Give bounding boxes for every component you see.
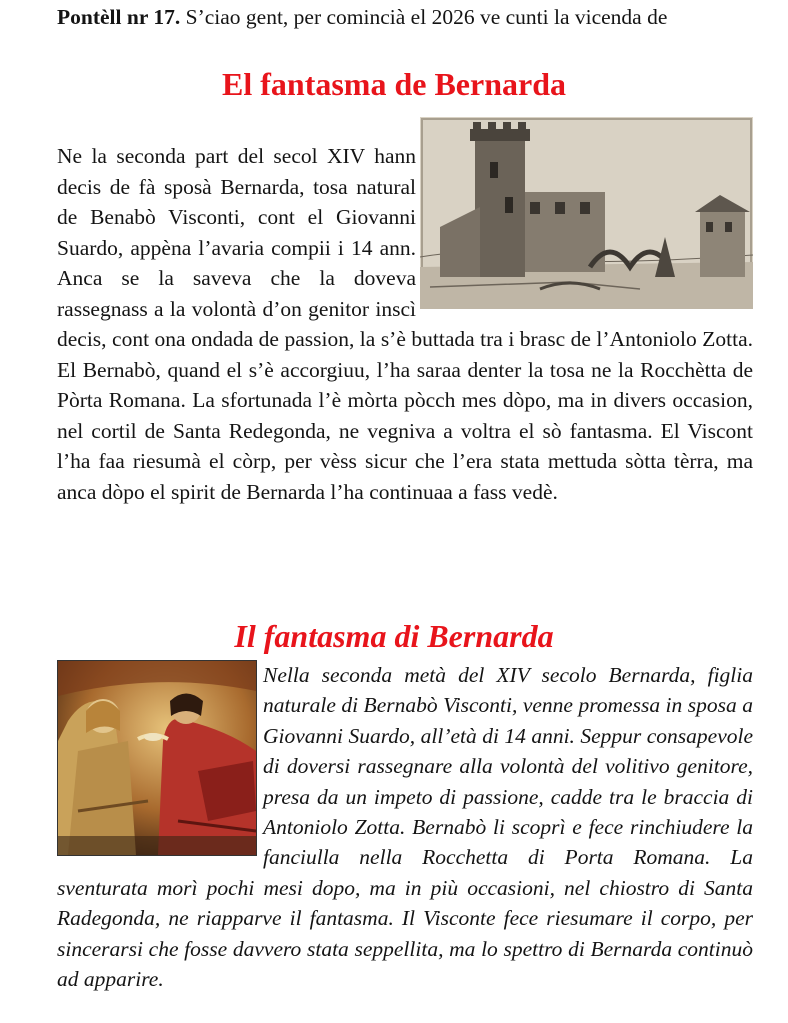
castle-sketch-icon	[420, 117, 753, 309]
medieval-couple-painting-icon	[57, 660, 257, 856]
issue-label: Pontèll nr 17.	[57, 5, 181, 29]
dialect-title: El fantasma de Bernarda	[222, 66, 566, 102]
intro-text: S’ciao gent, per comincià el 2026 ve cunti la vicenda de	[180, 5, 668, 29]
italian-paragraph	[57, 660, 753, 994]
dialect-paragraph	[57, 141, 753, 507]
intro-paragraph	[57, 2, 753, 32]
italian-title: Il fantasma di Bernarda	[234, 618, 554, 654]
dialect-body: Ne la seconda part del secol XIV hann decis de fà sposà Bernarda, tosa natural de Benabò Visconti, cont el Giovanni Suardo, appèna l’avaria compii i 14 ann. Anca se la saveva che la doveva rassegnass a la volontà d’on genitor inscì decis, cont ona ondada de passion, la s’è buttada tra i brasc de l’Antoniolo Zotta. El Bernabò, quand el s’è accorgiuu, l’ha saraa denter la tosa ne la Rocchètta de Pòrta Romana. La sfortunada l’è mòrta pòcch mes dòpo, ma in divers occasion, nel cortil de Santa Redegonda, ne vegniva a voltra el sò fantasma. El Viscont l’ha faa riesumà el còrp, per vèss sicur che l’era stata mettuda sòtta tèrra, ma anca dòpo el spirit de Bernarda l’ha continuaa a fass vedè.	[57, 144, 753, 504]
italian-body: Nella seconda metà del XIV secolo Bernarda, figlia naturale di Bernabò Visconti, venne promessa in sposa a Giovanni Suardo, all’età di 14 anni. Seppur consapevole di doversi rassegnare alla volontà del volitivo genitore, presa da un impeto di passione, cadde tra le braccia di Antoniolo Zotta. Bernabò li scoprì e fece rinchiudere la fanciulla nella Rocchetta di Porta Romana. La sventurata morì pochi mesi dopo, ma in più occasioni, nel chiostro di Santa Radegonda, ne riapparve il fantasma. Il Visconte fece riesumare il corpo, per sincerarsi che fosse davvero stata seppellita, ma lo spettro di Bernarda continuò ad apparire.	[57, 663, 753, 992]
